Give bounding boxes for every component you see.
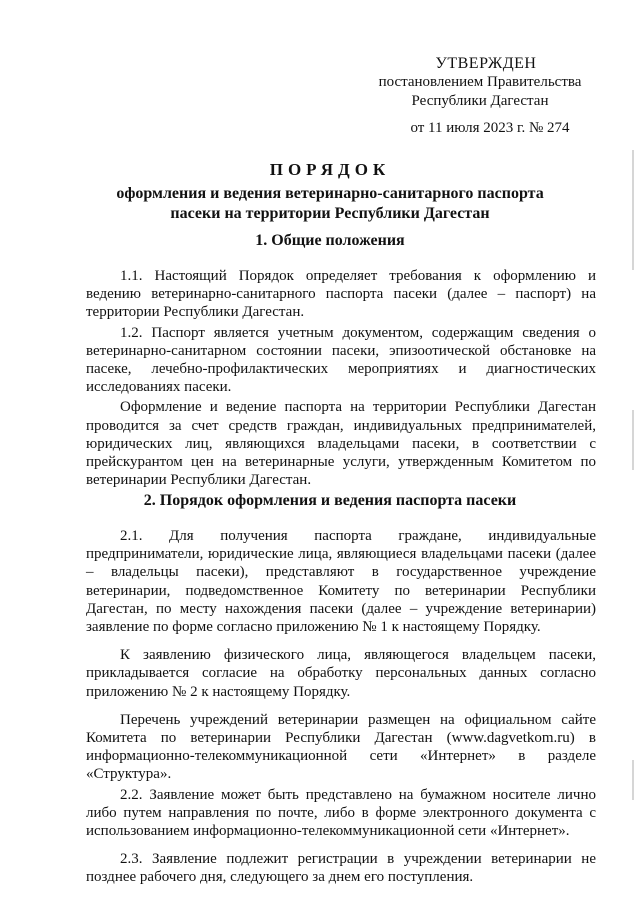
section-2-heading: 2. Порядок оформления и ведения паспорта пасеки <box>143 492 517 509</box>
approval-date: от 11 июля 2023 г. № 274 <box>410 120 570 136</box>
paragraph-1-1: 1.1. Настоящий Порядок определяет требования к оформлению и ведению ветеринарно-санитарного паспорта пасеки (далее – паспорт) на территории Республики Дагестан. <box>86 268 596 321</box>
approval-heading: УТВЕРЖДЕН <box>435 55 537 72</box>
scan-edge-mark <box>632 760 634 800</box>
scan-edge-mark <box>632 150 634 270</box>
paragraph-2-2: К заявлению физического лица, являющегося владельцем пасеки, прикладывается согласие на обработку персональных данных согласно приложению № 2 к настоящему Порядку. <box>86 647 596 700</box>
paragraph-2-1: 2.1. Для получения паспорта граждане, индивидуальные предприниматели, юридические лица, являющиеся владельцами пасеки (далее – владельцы пасеки), представляют в государственное учреждение ветеринарии, подведомственное Комитету по ветеринарии Республики Дагестан, по месту нахождения пасеки (далее – учреждение ветеринарии) заявление по форме согласно приложению № 1 к настоящему Порядку. <box>86 528 596 636</box>
paragraph-2-4: 2.2. Заявление может быть представлено на бумажном носителе лично либо путем направления по почте, либо в форме электронного документа с использованием информационно-телекоммуникационной сети «Интернет». <box>86 786 596 840</box>
title-line-2: пасеки на территории Республики Дагестан <box>170 205 490 222</box>
paragraph-2-3: Перечень учреждений ветеринарии размещен на официальном сайте Комитета по ветеринарии Республики Дагестан (www.dagvetkom.ru) в информационно-телекоммуникационной сети «Интернет» в разделе «Структура». <box>86 711 596 783</box>
scan-edge-mark <box>632 410 634 470</box>
title-line-1: оформления и ведения ветеринарно-санитарного паспорта <box>116 185 544 202</box>
document-title <box>80 160 580 224</box>
approval-line-2: Республики Дагестан <box>411 93 549 109</box>
approval-line-1: постановлением Правительства <box>378 74 582 90</box>
section-2-body <box>86 527 596 887</box>
approval-stamp <box>360 54 600 138</box>
paragraph-1-2: 1.2. Паспорт является учетным документом, содержащим сведения о ветеринарно-санитарном состоянии пасеки, эпизоотической обстановке на пасеке, лечебно-профилактических мероприятиях и диагностических исследованиях пасеки. <box>86 324 596 396</box>
paragraph-1-3: Оформление и ведение паспорта на территории Республики Дагестан проводится за счет средств граждан, индивидуальных предпринимателей, юридических лиц, являющихся владельцами пасеки, в соответствии с прейскурантом цен на ветеринарные услуги, утвержденным Комитетом по ветеринарии Республики Дагестан. <box>86 399 596 489</box>
section-1-body <box>86 267 596 489</box>
title-word: ПОРЯДОК <box>269 160 391 179</box>
section-1-heading: 1. Общие положения <box>255 232 405 249</box>
paragraph-2-5: 2.3. Заявление подлежит регистрации в учреждении ветеринарии не позднее рабочего дня, следующего за днем его поступления. <box>86 851 596 886</box>
